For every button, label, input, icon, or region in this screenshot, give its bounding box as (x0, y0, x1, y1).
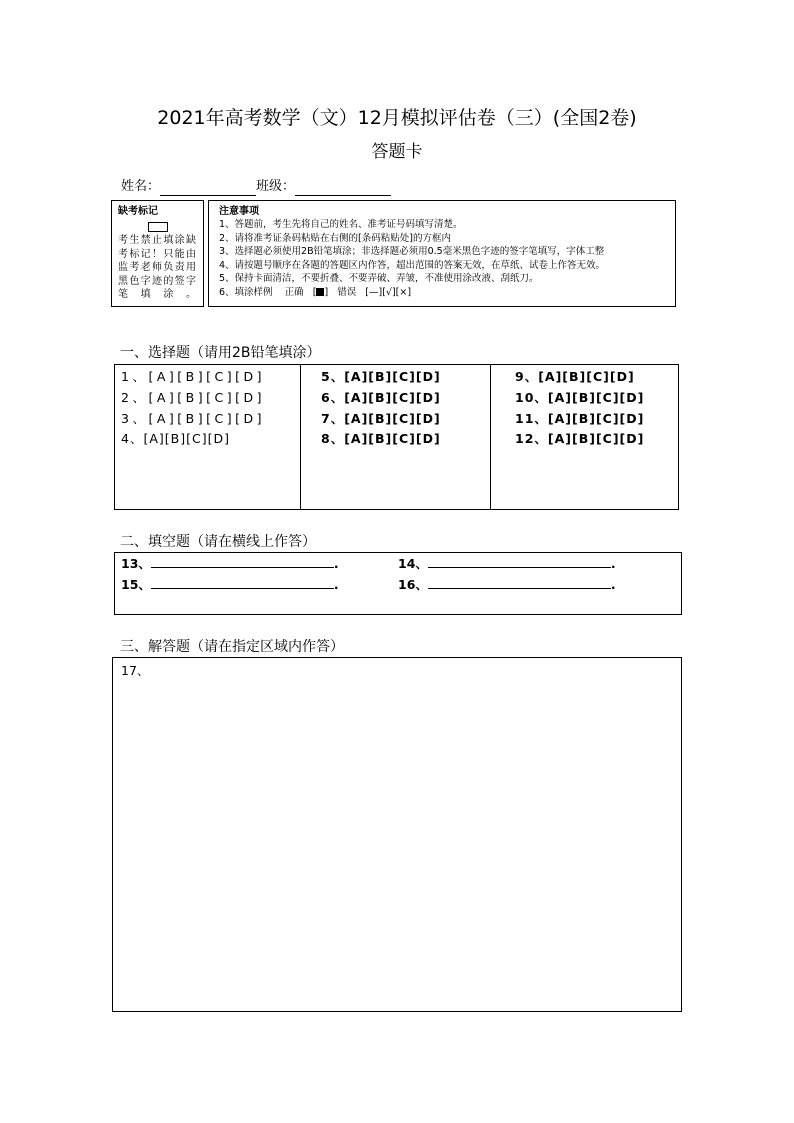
fill-end: . (333, 577, 339, 592)
fill-answer-box (114, 552, 682, 615)
choice-question-1[interactable]: 1、[A][B][C][D] (121, 369, 265, 384)
fill-line-16[interactable] (428, 576, 611, 589)
absent-instructions: 考生禁止填涂缺考标记！只能由监考老师负责用黑色字迹的签字笔填涂。 (118, 235, 197, 300)
sample-wrong-label: 错误 (337, 286, 357, 298)
sample-wrong-marks: [—][√][×] (365, 286, 412, 298)
absent-title: 缺考标记 (118, 206, 158, 217)
absent-marker-box (111, 200, 204, 307)
section1-heading: 一、选择题（请用2B铅笔填涂） (120, 345, 321, 361)
choice-question-7[interactable]: 7、[A][B][C][D] (321, 410, 441, 426)
sample-correct-label: 正确 (284, 286, 304, 298)
choice-question-2[interactable]: 2、[A][B][C][D] (121, 389, 265, 405)
question-17-label: 17、 (121, 663, 150, 678)
sample-bracket-open: [ (312, 286, 317, 298)
note-item: 5、保持卡面清洁，不要折叠、不要弄破、弄皱，不准使用涂改液、刮纸刀。 (219, 273, 539, 284)
note-item: 2、请将准考证条码粘贴在右侧的[条码粘贴处]的方框内 (219, 232, 451, 244)
fill-item-15 (121, 576, 339, 594)
essay-answer-box[interactable] (112, 657, 682, 1012)
class-field[interactable] (295, 181, 391, 196)
choice-question-8[interactable]: 8、[A][B][C][D] (321, 431, 441, 447)
note-item: 3、选择题必须使用2B铅笔填涂；非选择题必须用0.5毫米黑色字迹的签字笔填写，字体工整 (219, 246, 605, 257)
sample-prefix: 6、填涂样例 (219, 286, 273, 298)
note-item: 1、答题前，考生先将自己的姓名、准考证号码填写清楚。 (219, 219, 463, 230)
choice-column-2 (301, 365, 491, 509)
choice-question-3[interactable]: 3、[A][B][C][D] (121, 410, 265, 426)
choice-question-6[interactable]: 6、[A][B][C][D] (321, 389, 441, 405)
fill-label: 15、 (121, 577, 151, 592)
name-field[interactable] (160, 181, 256, 196)
name-label: 姓名： (121, 179, 161, 194)
fill-item-14 (398, 555, 616, 573)
section3-heading: 三、解答题（请在指定区域内作答） (120, 639, 344, 655)
fill-label: 16、 (398, 577, 428, 592)
choice-question-4[interactable]: 4、[A][B][C][D] (121, 431, 230, 447)
notes-title: 注意事项 (219, 206, 259, 217)
note-item: 4、请按题号顺序在各题的答题区内作答，超出范围的答案无效，在草纸、试卷上作答无效。 (219, 259, 606, 271)
fill-label: 13、 (121, 556, 151, 571)
choice-answer-box (114, 364, 679, 510)
choice-question-5[interactable]: 5、[A][B][C][D] (321, 369, 441, 384)
fill-item-16 (398, 576, 616, 594)
absent-mark-square[interactable] (148, 222, 168, 232)
student-info-row (121, 178, 391, 196)
fill-end: . (610, 556, 616, 571)
fill-line-15[interactable] (151, 576, 334, 589)
note-sample (219, 286, 665, 300)
fill-line-13[interactable] (151, 555, 334, 568)
choice-column-3 (491, 365, 680, 509)
section2-heading: 二、填空题（请在横线上作答） (120, 534, 316, 550)
page-subtitle: 答题卡 (371, 142, 423, 162)
sample-bracket-close: ] (324, 286, 329, 298)
choice-column-1 (115, 365, 301, 509)
fill-label: 14、 (398, 556, 428, 571)
fill-end: . (610, 577, 616, 592)
choice-question-12[interactable]: 12、[A][B][C][D] (515, 431, 645, 447)
choice-question-10[interactable]: 10、[A][B][C][D] (515, 389, 645, 405)
fill-end: . (333, 556, 339, 571)
fill-item-13 (121, 555, 339, 573)
class-label: 班级： (256, 179, 296, 194)
page-title: 2021年高考数学（文）12月模拟评估卷（三）(全国2卷) (157, 107, 637, 129)
notes-box (208, 200, 676, 307)
fill-line-14[interactable] (428, 555, 611, 568)
choice-question-11[interactable]: 11、[A][B][C][D] (515, 410, 645, 426)
choice-question-9[interactable]: 9、[A][B][C][D] (515, 369, 635, 384)
